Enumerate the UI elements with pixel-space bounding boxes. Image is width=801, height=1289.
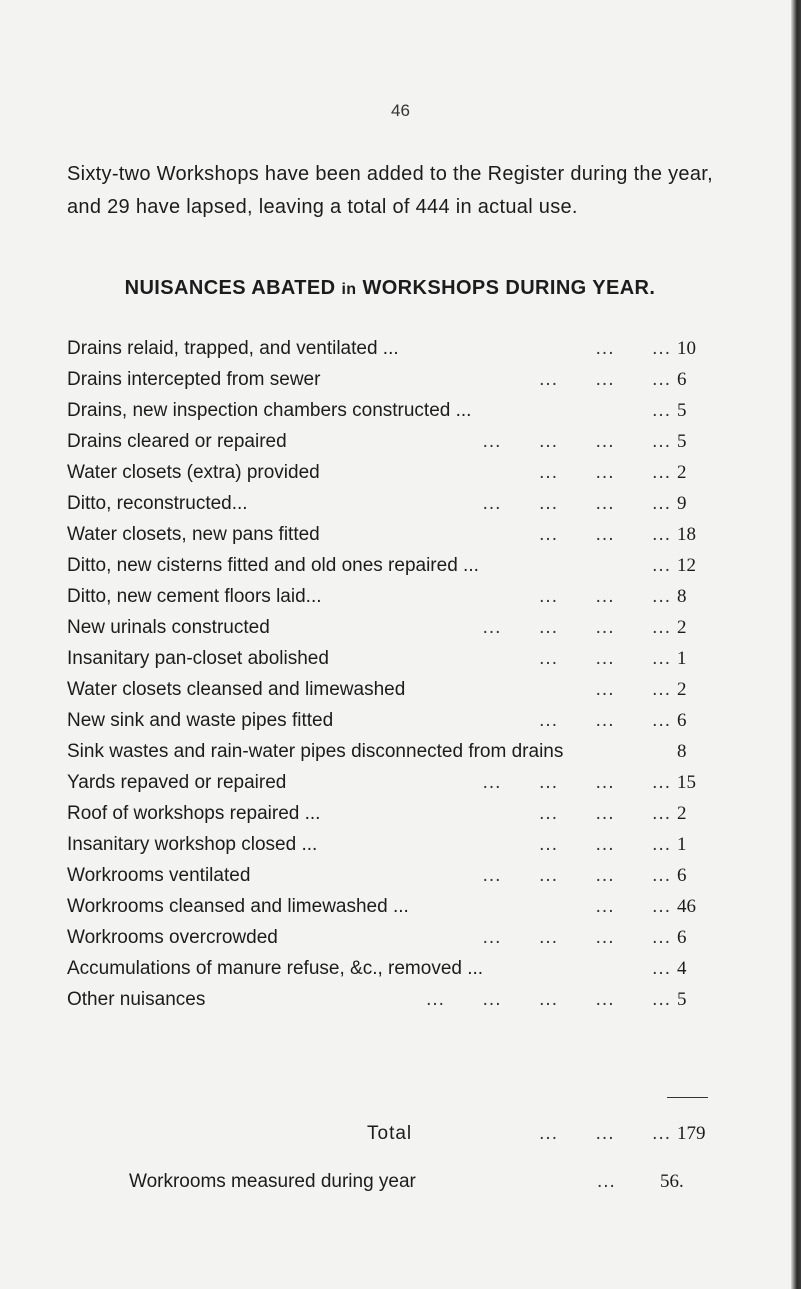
list-item — [67, 519, 713, 550]
item-dots: ... — [652, 400, 671, 421]
item-label: Water closets cleansed and limewashed — [67, 679, 406, 700]
item-value: 15 — [677, 772, 696, 793]
item-label: Workrooms ventilated — [67, 865, 251, 886]
item-dots: ... ... ... — [539, 648, 671, 669]
item-label: Ditto, new cement floors laid... — [67, 586, 322, 607]
item-value: 8 — [677, 586, 687, 607]
nuisances-list — [67, 333, 713, 1015]
item-dots: ... ... ... ... — [482, 493, 671, 514]
section-heading — [67, 274, 713, 304]
item-label: Insanitary pan-closet abolished — [67, 648, 329, 669]
item-value: 12 — [677, 555, 696, 576]
total-rule — [667, 1097, 708, 1098]
item-label: Sink wastes and rain-water pipes disconnected from drains — [67, 741, 564, 762]
list-item — [67, 860, 713, 891]
total-label: Total — [367, 1123, 413, 1144]
measured-label: Workrooms measured during year — [129, 1171, 416, 1192]
item-label: Water closets, new pans fitted — [67, 524, 320, 545]
measured-dots: ... — [597, 1171, 616, 1192]
item-value: 6 — [677, 710, 687, 731]
list-item — [67, 705, 713, 736]
list-item — [67, 426, 713, 457]
item-value: 10 — [677, 338, 696, 359]
item-label: Drains cleared or repaired — [67, 431, 287, 452]
item-dots: ... ... ... — [539, 710, 671, 731]
item-value: 1 — [677, 648, 687, 669]
list-item — [67, 550, 713, 581]
item-label: New urinals constructed — [67, 617, 270, 638]
total-value: 179 — [677, 1123, 706, 1144]
item-dots: ... ... ... — [539, 586, 671, 607]
item-label: Ditto, new cisterns fitted and old ones repaired ... — [67, 555, 479, 576]
item-dots: ... ... — [595, 338, 671, 359]
item-label: Workrooms overcrowded — [67, 927, 278, 948]
item-label: Yards repaved or repaired — [67, 772, 287, 793]
item-label: Ditto, reconstructed... — [67, 493, 248, 514]
list-item — [67, 953, 713, 984]
list-item — [67, 643, 713, 674]
list-item — [67, 984, 713, 1015]
item-dots: ... ... ... — [539, 369, 671, 390]
item-dots: ... ... ... ... — [482, 865, 671, 886]
item-value: 4 — [677, 958, 687, 979]
item-value: 6 — [677, 369, 687, 390]
item-label: Drains intercepted from sewer — [67, 369, 321, 390]
list-item — [67, 333, 713, 364]
item-dots: ... ... ... — [539, 834, 671, 855]
item-dots: ... ... ... ... — [482, 927, 671, 948]
item-value: 2 — [677, 679, 687, 700]
item-value: 2 — [677, 617, 687, 638]
total-dots: ... ... ... — [539, 1123, 671, 1144]
intro-paragraph: Sixty-two Workshops have been added to the Register during the year, and 29 have lapsed, leaving a total of 444 in actual use. — [67, 163, 713, 218]
item-value: 18 — [677, 524, 696, 545]
list-item — [67, 612, 713, 643]
item-value: 2 — [677, 462, 687, 483]
item-dots: ... ... ... ... — [482, 431, 671, 452]
item-value: 8 — [677, 741, 687, 762]
page-number: 46 — [391, 101, 410, 120]
item-label: Drains relaid, trapped, and ventilated ... — [67, 338, 399, 359]
item-dots: ... ... ... — [539, 524, 671, 545]
list-item — [67, 798, 713, 829]
list-item — [67, 395, 713, 426]
item-label: Roof of workshops repaired ... — [67, 803, 321, 824]
item-label: Accumulations of manure refuse, &c., removed ... — [67, 958, 484, 979]
list-item — [67, 488, 713, 519]
item-dots: ... — [652, 555, 671, 576]
item-dots: ... — [652, 958, 671, 979]
item-label: Drains, new inspection chambers constructed ... — [67, 400, 472, 421]
item-value: 46 — [677, 896, 696, 917]
item-value: 2 — [677, 803, 687, 824]
item-label: Insanitary workshop closed ... — [67, 834, 318, 855]
list-item — [67, 922, 713, 953]
item-label: Other nuisances — [67, 989, 206, 1010]
list-item — [67, 581, 713, 612]
list-item — [67, 364, 713, 395]
list-item — [67, 891, 713, 922]
item-dots: ... ... ... ... — [482, 617, 671, 638]
item-value: 5 — [677, 400, 687, 421]
item-value: 5 — [677, 989, 687, 1010]
item-label: New sink and waste pipes fitted — [67, 710, 334, 731]
list-item — [67, 767, 713, 798]
list-item — [67, 674, 713, 705]
item-dots: ... ... ... ... — [482, 772, 671, 793]
item-dots: ... ... ... — [539, 462, 671, 483]
item-value: 6 — [677, 865, 687, 886]
item-value: 9 — [677, 493, 687, 514]
item-dots: ... ... ... ... ... — [426, 989, 671, 1010]
item-dots: ... ... — [595, 679, 671, 700]
item-dots: ... ... — [595, 896, 671, 917]
heading-part-1: NUISANCES ABATED — [124, 277, 336, 299]
total-row — [67, 1118, 713, 1149]
heading-in: in — [341, 281, 357, 298]
item-value: 1 — [677, 834, 687, 855]
item-label: Water closets (extra) provided — [67, 462, 320, 483]
workrooms-measured-row — [67, 1166, 713, 1197]
list-item — [67, 457, 713, 488]
item-dots: ... ... ... — [539, 803, 671, 824]
item-value: 5 — [677, 431, 687, 452]
list-item — [67, 829, 713, 860]
item-value: 6 — [677, 927, 687, 948]
list-item — [67, 736, 713, 767]
scan-page-edge — [791, 0, 801, 1289]
measured-value: 56. — [660, 1171, 684, 1192]
item-label: Workrooms cleansed and limewashed ... — [67, 896, 409, 917]
heading-part-2: WORKSHOPS DURING YEAR. — [362, 277, 656, 299]
